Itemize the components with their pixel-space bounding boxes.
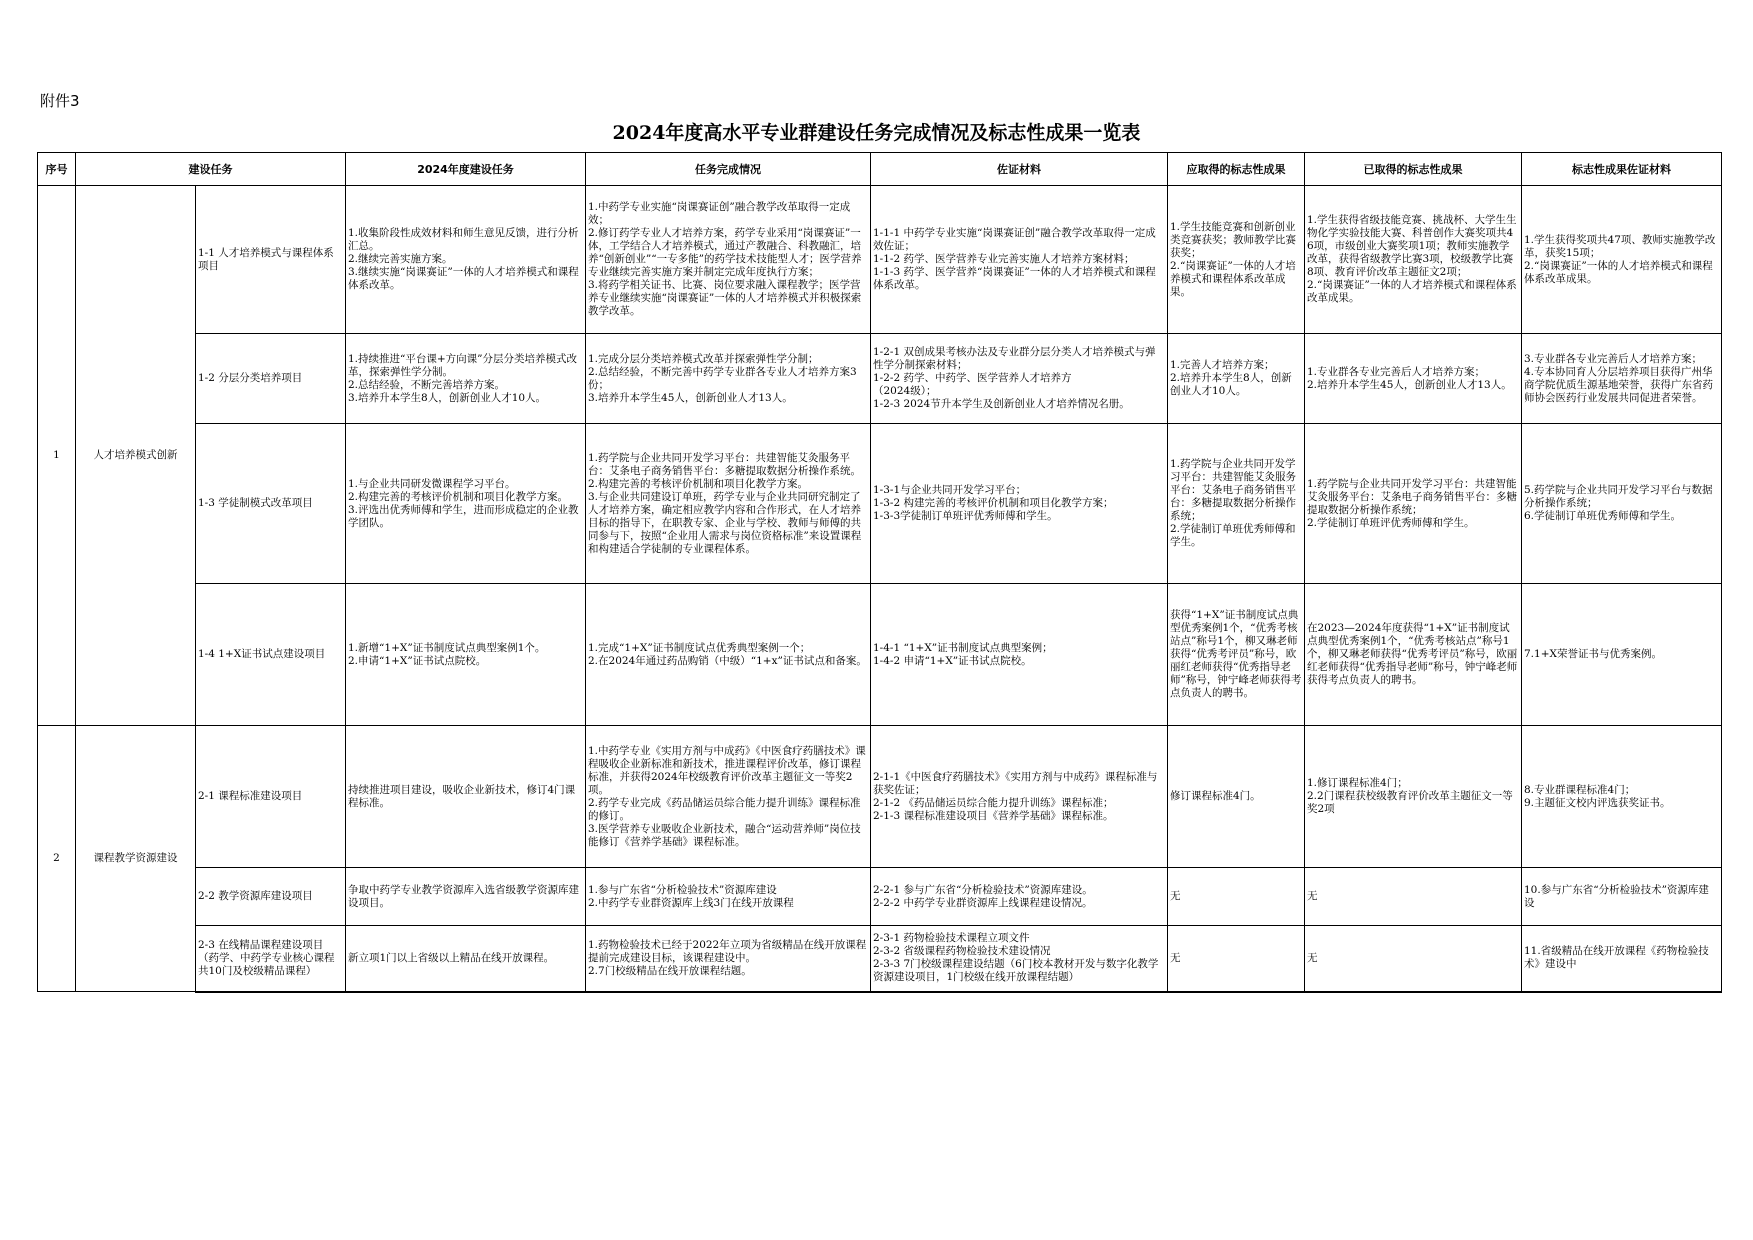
table-row bbox=[38, 186, 1722, 334]
attachment-label: 附件3 bbox=[40, 92, 80, 110]
cell-achieved: 1.修订课程标准4门； 2.2门课程获校级教育评价改革主题征文一等奖2项 bbox=[1305, 726, 1522, 868]
table-row bbox=[38, 584, 1722, 726]
cell-achieved: 1.学生获得省级技能竞赛、挑战杯、大学生生物化学实验技能大赛、科普创作大赛奖项共46项，市级创业大赛奖项1项；教师实施教学改革，获得省级教学比赛3项，校级教学比赛8项、教育评价改革主题征文2项； 2.“岗课赛证”一体的人才培养模式和课程体系改革成果。 bbox=[1305, 186, 1522, 334]
group-name: 人才培养模式创新 bbox=[76, 186, 196, 726]
cell-task2024: 争取中药学专业教学资源库入选省级教学资源库建设项目。 bbox=[346, 868, 586, 926]
table-header-row bbox=[38, 153, 1722, 186]
cell-task2024: 持续推进项目建设，吸收企业新技术，修订4门课程标准。 bbox=[346, 726, 586, 868]
cell-sub: 1-2 分层分类培养项目 bbox=[196, 334, 346, 424]
cell-sub: 1-4 1+X证书试点建设项目 bbox=[196, 584, 346, 726]
header-expected: 应取得的标志性成果 bbox=[1168, 153, 1305, 186]
header-completion: 任务完成情况 bbox=[586, 153, 871, 186]
cell-evidence: 2-2-1 参与广东省“分析检验技术”资源库建设。 2-2-2 中药学专业群资源库上线课程建设情况。 bbox=[871, 868, 1168, 926]
header-proof: 标志性成果佐证材料 bbox=[1522, 153, 1722, 186]
cell-proof: 3.专业群各专业完善后人才培养方案； 4.专本协同育人分层培养项目获得广州华商学院优质生源基地荣誉，获得广东省药师协会医药行业发展共同促进者荣誉。 bbox=[1522, 334, 1722, 424]
cell-expected: 无 bbox=[1168, 926, 1305, 992]
cell-expected: 获得“1+X”证书制度试点典型优秀案例1个，“优秀考核站点”称号1个，柳又琳老师获得“优秀考评员”称号，欧丽红老师获得“优秀指导老师”称号，钟宁峰老师获得考点负责人的聘书。 bbox=[1168, 584, 1305, 726]
cell-evidence: 1-2-1 双创成果考核办法及专业群分层分类人才培养模式与弹性学分制探索材料； 1-2-2 药学、中药学、医学营养人才培养方 （2024级）； 1-2-3 2024节升本学生及创新创业人才培养情况名册。 bbox=[871, 334, 1168, 424]
table-row bbox=[38, 926, 1722, 992]
cell-achieved: 1.药学院与企业共同开发学习平台：共建智能艾灸服务平台：艾条电子商务销售平台：多糖提取数据分析操作系统； 2.学徒制订单班评优秀师傅和学生。 bbox=[1305, 424, 1522, 584]
group-seq: 1 bbox=[38, 186, 76, 726]
table-row bbox=[38, 868, 1722, 926]
cell-proof: 11.省级精品在线开放课程《药物检验技术》建设中 bbox=[1522, 926, 1722, 992]
cell-proof: 8.专业群课程标准4门； 9.主题征文校内评选获奖证书。 bbox=[1522, 726, 1722, 868]
header-seq: 序号 bbox=[38, 153, 76, 186]
cell-expected: 1.药学院与企业共同开发学习平台：共建智能艾灸服务平台：艾条电子商务销售平台：多糖提取数据分析操作系统； 2.学徒制订单班优秀师傅和学生。 bbox=[1168, 424, 1305, 584]
cell-completion: 1.完成“1+X”证书制度试点优秀典型案例一个； 2.在2024年通过药品购销（中级）“1+x”证书试点和备案。 bbox=[586, 584, 871, 726]
cell-achieved: 在2023—2024年度获得“1+X”证书制度试点典型优秀案例1个，“优秀考核站点”称号1个，柳又琳老师获得“优秀考评员”称号，欧丽红老师获得“优秀指导老师”称号，钟宁峰老师获得考点负责人的聘书。 bbox=[1305, 584, 1522, 726]
header-task2024: 2024年度建设任务 bbox=[346, 153, 586, 186]
cell-achieved: 无 bbox=[1305, 926, 1522, 992]
cell-expected: 无 bbox=[1168, 868, 1305, 926]
cell-sub: 2-3 在线精品课程建设项目（药学、中药学专业核心课程共10门及校级精品课程） bbox=[196, 926, 346, 992]
cell-evidence: 2-1-1《中医食疗药膳技术》《实用方剂与中成药》课程标准与获奖佐证； 2-1-2 《药品储运员综合能力提升训练》课程标准； 2-1-3 课程标准建设项目《营养学基础》课程标准。 bbox=[871, 726, 1168, 868]
achievement-table bbox=[37, 152, 1722, 993]
table-row bbox=[38, 334, 1722, 424]
cell-completion: 1.中药学专业《实用方剂与中成药》《中医食疗药膳技术》课程吸收企业新标准和新技术，推进课程评价改革，修订课程标准，并获得2024年校级教育评价改革主题征文一等奖2项。 2.药学专业完成《药品储运员综合能力提升训练》课程标准的修订。 3.医学营养专业吸收企业新技术，融合“运动营养师”岗位技能修订《营养学基础》课程标准。 bbox=[586, 726, 871, 868]
cell-expected: 1.完善人才培养方案； 2.培养升本学生8人，创新创业人才10人。 bbox=[1168, 334, 1305, 424]
cell-completion: 1.药物检验技术已经于2022年立项为省级精品在线开放课程提前完成建设目标，该课程建设中。 2.7门校级精品在线开放课程结题。 bbox=[586, 926, 871, 992]
cell-expected: 修订课程标准4门。 bbox=[1168, 726, 1305, 868]
cell-proof: 7.1+X荣誉证书与优秀案例。 bbox=[1522, 584, 1722, 726]
cell-sub: 2-2 教学资源库建设项目 bbox=[196, 868, 346, 926]
cell-task2024: 1.与企业共同研发微课程学习平台。 2.构建完善的考核评价机制和项目化教学方案。 3.评选出优秀师傅和学生，进而形成稳定的企业教学团队。 bbox=[346, 424, 586, 584]
cell-task2024: 新立项1门以上省级以上精品在线开放课程。 bbox=[346, 926, 586, 992]
cell-evidence: 1-4-1 “1+X”证书制度试点典型案例； 1-4-2 申请“1+X”证书试点院校。 bbox=[871, 584, 1168, 726]
header-task: 建设任务 bbox=[76, 153, 346, 186]
table-row bbox=[38, 726, 1722, 868]
cell-completion: 1.中药学专业实施“岗课赛证创”融合教学改革取得一定成效； 2.修订药学专业人才培养方案，药学专业采用“岗课赛证”一体，工学结合人才培养模式，通过产教融合、科教融汇，培养“创新创业”“一专多能”的药学技术技能型人才；医学营养专业继续完善实施方案并制定完成年度执行方案； 3.将药学相关证书、比赛、岗位要求融入课程教学；医学营养专业继续实施“岗课赛证”一体的人才培养模式并积极探索教学改革。 bbox=[586, 186, 871, 334]
cell-completion: 1.完成分层分类培养模式改革并探索弹性学分制； 2.总结经验，不断完善中药学专业群各专业人才培养方案3份； 3.培养升本学生45人，创新创业人才13人。 bbox=[586, 334, 871, 424]
document-title: 2024年度高水平专业群建设任务完成情况及标志性成果一览表 bbox=[612, 122, 1141, 144]
cell-completion: 1.药学院与企业共同开发学习平台：共建智能艾灸服务平台：艾条电子商务销售平台：多糖提取数据分析操作系统。 2.构建完善的考核评价机制和项目化教学方案。 3.与企业共同建设订单班，药学专业与企业共同研究制定了人才培养方案，确定相应教学内容和合作形式，在人才培养目标的指导下，在职教专家、企业与学校、教师与师傅的共同参与下，按照“企业用人需求与岗位资格标准”来设置课程和构建适合学徒制的专业课程体系。 bbox=[586, 424, 871, 584]
cell-proof: 10.参与广东省“分析检验技术”资源库建设 bbox=[1522, 868, 1722, 926]
cell-sub: 1-3 学徒制模式改革项目 bbox=[196, 424, 346, 584]
cell-evidence: 1-1-1 中药学专业实施“岗课赛证创”融合教学改革取得一定成效佐证； 1-1-2 药学、医学营养专业完善实施人才培养方案材料； 1-1-3 药学、医学营养“岗课赛证”一体的人才培养模式和课程体系改革。 bbox=[871, 186, 1168, 334]
cell-evidence: 1-3-1与企业共同开发学习平台； 1-3-2 构建完善的考核评价机制和项目化教学方案； 1-3-3学徒制订单班评优秀师傅和学生。 bbox=[871, 424, 1168, 584]
table-row bbox=[38, 424, 1722, 584]
cell-sub: 1-1 人才培养模式与课程体系项目 bbox=[196, 186, 346, 334]
cell-evidence: 2-3-1 药物检验技术课程立项文件 2-3-2 省级课程药物检验技术建设情况 2-3-3 7门校级课程建设结题（6门校本教材开发与数字化教学资源建设项目，1门校级在线开放课程结题） bbox=[871, 926, 1168, 992]
cell-achieved: 无 bbox=[1305, 868, 1522, 926]
cell-task2024: 1.持续推进“平台课+方向课”分层分类培养模式改革，探索弹性学分制。 2.总结经验，不断完善培养方案。 3.培养升本学生8人，创新创业人才10人。 bbox=[346, 334, 586, 424]
cell-task2024: 1.新增“1+X”证书制度试点典型案例1个。 2.申请“1+X”证书试点院校。 bbox=[346, 584, 586, 726]
header-evidence: 佐证材料 bbox=[871, 153, 1168, 186]
cell-achieved: 1.专业群各专业完善后人才培养方案； 2.培养升本学生45人，创新创业人才13人。 bbox=[1305, 334, 1522, 424]
cell-completion: 1.参与广东省“分析检验技术”资源库建设 2.中药学专业群资源库上线3门在线开放课程 bbox=[586, 868, 871, 926]
cell-proof: 5.药学院与企业共同开发学习平台与数据分析操作系统； 6.学徒制订单班优秀师傅和学生。 bbox=[1522, 424, 1722, 584]
header-achieved: 已取得的标志性成果 bbox=[1305, 153, 1522, 186]
cell-sub: 2-1 课程标准建设项目 bbox=[196, 726, 346, 868]
group-name: 课程教学资源建设 bbox=[76, 726, 196, 992]
cell-task2024: 1.收集阶段性成效材料和师生意见反馈，进行分析汇总。 2.继续完善实施方案。 3.继续实施“岗课赛证”一体的人才培养模式和课程体系改革。 bbox=[346, 186, 586, 334]
group-seq: 2 bbox=[38, 726, 76, 992]
cell-expected: 1.学生技能竞赛和创新创业类竞赛获奖；教师教学比赛获奖； 2.“岗课赛证”一体的人才培养模式和课程体系改革成果。 bbox=[1168, 186, 1305, 334]
cell-proof: 1.学生获得奖项共47项、教师实施教学改革，获奖15项； 2.“岗课赛证”一体的人才培养模式和课程体系改革成果。 bbox=[1522, 186, 1722, 334]
